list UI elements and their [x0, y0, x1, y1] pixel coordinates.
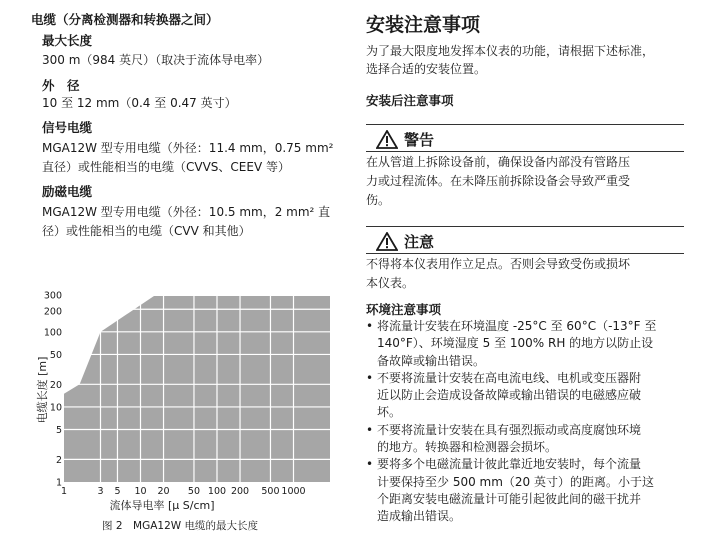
y-tick-label: 10: [49, 402, 62, 414]
outer-diameter-label: 外 径: [42, 78, 80, 93]
env-heading: 环境注意事项: [366, 302, 442, 317]
y-tick-label: 20: [49, 379, 62, 391]
caution-line-2: 本仪表。: [366, 276, 415, 290]
y-tick-label: 100: [43, 327, 62, 339]
max-length-label: 最大长度: [42, 33, 93, 48]
warning-triangle-icon: [376, 130, 398, 149]
x-tick-label: 20: [157, 486, 170, 497]
env-list: [366, 318, 696, 526]
x-tick-label: 500: [261, 486, 280, 497]
x-tick-label: 100: [207, 486, 227, 497]
list-item-line: 不要将流量计安装在具有强烈振动或高度腐蚀环境: [377, 422, 642, 437]
bullet-icon: •: [366, 457, 374, 472]
list-item-line: 计要保持至少 500 mm（20 英寸）的距离。小于这: [377, 474, 654, 489]
list-item: [366, 370, 696, 422]
list-item-line: 要将多个电磁流量计彼此靠近地安装时，每个流量: [377, 457, 642, 472]
x-tick-label: 200: [230, 486, 250, 497]
excitation-cable-label: 励磁电缆: [42, 184, 93, 199]
excitation-cable-line-1: MGA12W 型专用电缆（外径：10.5 mm，2 mm² 直: [42, 205, 331, 219]
signal-cable-line-2: 直径）或性能相当的电缆（CVVS、CEEV 等）: [42, 160, 290, 174]
y-tick-label: 200: [43, 306, 62, 318]
y-tick-label: 50: [49, 349, 62, 361]
outer-diameter-value: 10 至 12 mm（0.4 至 0.47 英寸）: [42, 96, 237, 110]
cable-length-chart: [0, 282, 340, 536]
caution-line-1: 不得将本仪表用作立足点。否则会导致受伤或损坏: [366, 257, 631, 271]
caution-title: 注意: [404, 232, 435, 251]
allowed-region-area: [64, 296, 330, 482]
warning-box: [366, 124, 684, 210]
x-tick-label: 1: [60, 486, 68, 497]
x-tick-label: 1000: [281, 486, 306, 497]
list-item: [366, 422, 696, 457]
post-install-heading: 安装后注意事项: [366, 93, 454, 108]
list-item: [366, 456, 696, 525]
list-item-line: 140°F）、环境湿度 5 至 100% RH 的地方以防止设: [377, 336, 654, 351]
list-item-line: 坏。: [377, 405, 402, 420]
cable-heading: 电缆（分离检测器和转换器之间）: [31, 12, 219, 27]
list-item-line: 将流量计安装在环境温度 -25°C 至 60°C（-13°F 至: [377, 319, 657, 333]
intro-line-1: 为了最大限度地发挥本仪表的功能，请根据下述标准，: [366, 44, 655, 58]
x-tick-label: 3: [97, 486, 104, 497]
max-length-value: 300 m（984 英尺）（取决于流体导电率）: [42, 53, 270, 67]
page-title: 安装注意事项: [366, 14, 481, 36]
warning-line-1: 在从管道上拆除设备前，确保设备内部没有管路压: [366, 155, 631, 169]
list-item-line: 个距离安装电磁流量计可能引起彼此间的磁干扰并: [377, 491, 642, 506]
list-item-line: 造成输出错误。: [377, 509, 462, 524]
list-item-line: 近以防止会造成设备故障或输出错误的电磁感应破: [377, 388, 642, 403]
list-item-line: 备故障或输出错误。: [377, 353, 486, 368]
intro-line-2: 选择合适的安装位置。: [366, 62, 487, 76]
x-tick-label: 5: [114, 486, 121, 497]
signal-cable-label: 信号电缆: [42, 120, 93, 135]
x-tick-label: 10: [134, 486, 147, 497]
y-tick-label: 2: [55, 454, 62, 466]
x-axis-label: 流体导电率 [μ S/cm]: [109, 499, 215, 512]
list-item-line: 的地方。转换器和检测器会损坏。: [377, 440, 558, 455]
caution-triangle-icon: [376, 232, 398, 251]
list-item-line: 不要将流量计安装在高电流电线、电机或变压器附: [377, 370, 642, 385]
y-tick-label: 5: [55, 425, 62, 437]
bullet-icon: •: [366, 370, 374, 385]
signal-cable-line-1: MGA12W 型专用电缆（外径：11.4 mm，0.75 mm²: [42, 141, 334, 155]
y-tick-label: 300: [43, 290, 62, 302]
x-tick-label: 50: [187, 486, 201, 497]
bullet-icon: •: [366, 319, 374, 333]
caution-box: [366, 226, 684, 293]
excitation-cable-line-2: 径）或性能相当的电缆（CVV 和其他）: [42, 224, 251, 238]
warning-title: 警告: [404, 130, 435, 149]
y-axis-label: 电缆长度 [m]: [36, 356, 49, 424]
figure-caption: 图 2 MGA12W 电缆的最大长度: [102, 520, 258, 532]
warning-line-3: 伤。: [366, 193, 391, 207]
bullet-icon: •: [366, 422, 374, 437]
list-item: [366, 318, 696, 370]
y-tick-label: 1: [55, 477, 62, 489]
warning-line-2: 力或过程流体。在未降压前拆除设备会导致严重受: [366, 174, 631, 188]
